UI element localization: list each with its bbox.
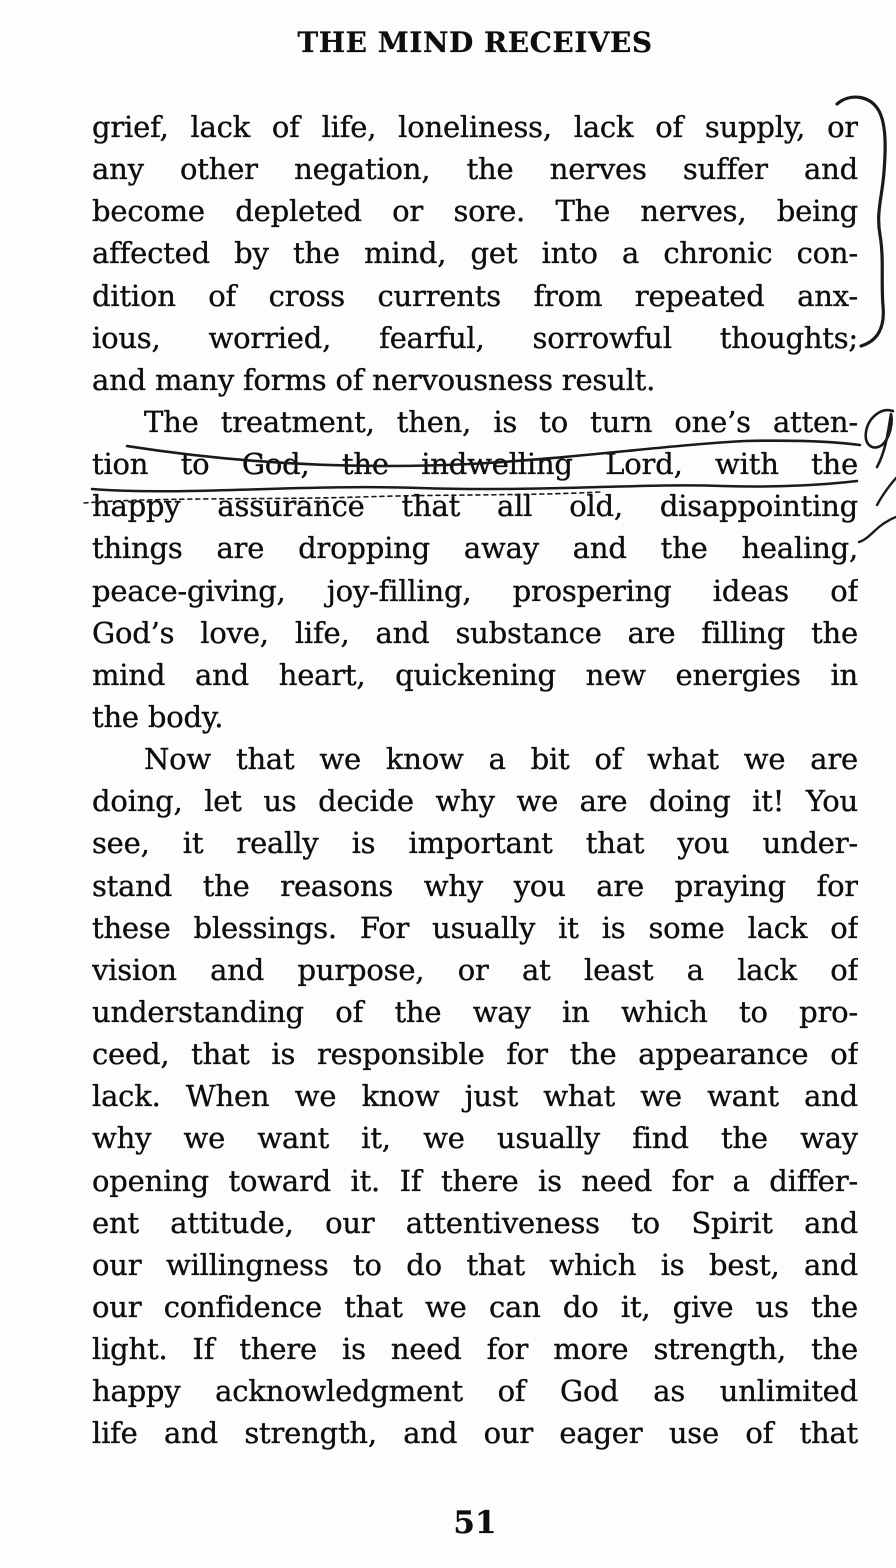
text-line: understanding of the way in which to pro- — [92, 994, 858, 1029]
text-line: God’s love, life, and substance are filling the — [92, 615, 858, 650]
text-line: The treatment, then, is to turn one’s atten- — [144, 404, 858, 439]
text-line: things are dropping away and the healing, — [92, 531, 858, 566]
text-line: ceed, that is responsible for the appearance of — [92, 1037, 858, 1072]
running-header: THE MIND RECEIVES — [297, 26, 653, 59]
text-line: stand the reasons why you are praying for — [92, 868, 858, 903]
text-line: affected by the mind, get into a chronic con- — [92, 236, 858, 271]
text-line: opening toward it. If there is need for a differ- — [92, 1163, 858, 1198]
text-line: doing, let us decide why we are doing it! You — [92, 784, 858, 819]
text-line: life and strength, and our eager use of that — [92, 1416, 858, 1451]
body-text — [92, 106, 858, 1455]
text-line: mind and heart, quickening new energies in — [92, 657, 858, 692]
text-line: and many forms of nervousness result. — [92, 362, 656, 397]
text-line: light. If there is need for more strength, the — [92, 1332, 858, 1367]
text-line: happy assurance that all old, disappointing — [92, 489, 858, 524]
text-line: become depleted or sore. The nerves, being — [92, 194, 858, 229]
text-line: ious, worried, fearful, sorrowful thoughts; — [92, 320, 858, 355]
text-line: why we want it, we usually find the way — [92, 1121, 858, 1156]
text-line: vision and purpose, or at least a lack of — [92, 952, 858, 987]
handwriting-g-mark — [866, 410, 893, 467]
text-line: tion to God, the indwelling Lord, with the — [92, 447, 858, 482]
handwriting-slash-mark — [877, 478, 896, 505]
text-line: peace-giving, joy-filling, prospering ideas of — [92, 573, 858, 608]
text-line: Now that we know a bit of what we are — [144, 742, 858, 777]
text-line: any other negation, the nerves suffer and — [92, 152, 858, 187]
text-line: these blessings. For usually it is some lack of — [92, 910, 858, 945]
text-line: our willingness to do that which is best, and — [92, 1247, 858, 1282]
page-number: 51 — [453, 1505, 497, 1541]
text-line: our confidence that we can do it, give us the — [92, 1289, 858, 1324]
text-line: happy acknowledgment of God as unlimited — [92, 1374, 858, 1409]
text-line: lack. When we know just what we want and — [92, 1079, 858, 1114]
text-line: see, it really is important that you under- — [92, 826, 858, 861]
text-line: ent attitude, our attentiveness to Spirit and — [92, 1205, 858, 1240]
handwriting-tick-mark — [859, 517, 896, 542]
text-line: grief, lack of life, loneliness, lack of supply, or — [92, 110, 858, 144]
text-line: the body. — [92, 699, 224, 734]
text-line: dition of cross currents from repeated anx- — [92, 278, 858, 313]
